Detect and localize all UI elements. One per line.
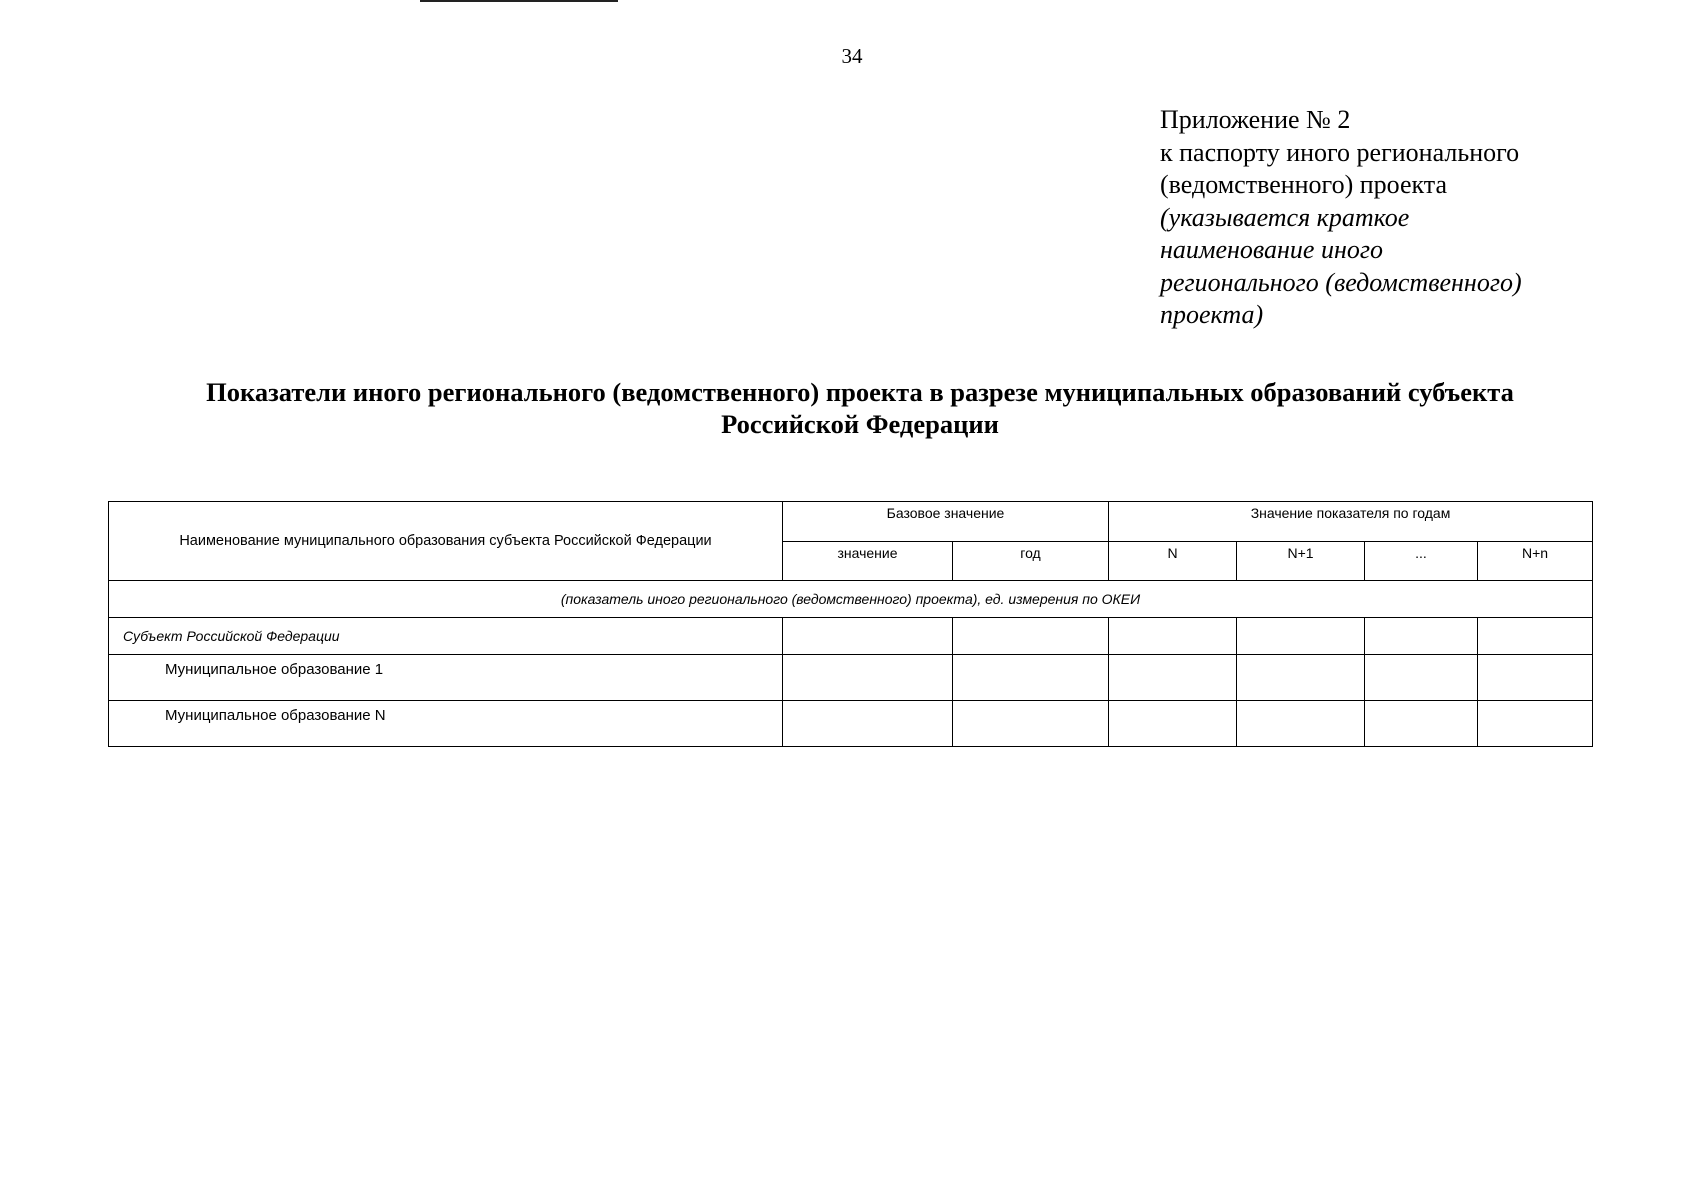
appendix-note-line-3: регионального (ведомственного)	[1160, 267, 1522, 297]
title-line-1: Показатели иного регионального (ведомственного) проекта в разрезе муниципальных образований субъекта	[206, 377, 1514, 407]
table-row	[109, 701, 1593, 747]
table-cell	[953, 618, 1109, 655]
table-cell	[1365, 618, 1478, 655]
table-cell	[1365, 701, 1478, 747]
indicators-table	[108, 501, 1593, 747]
appendix-line-1: Приложение № 2	[1160, 105, 1351, 134]
row-label: Муниципальное образование 1	[109, 655, 783, 701]
appendix-note-line-2: наименование иного	[1160, 235, 1384, 264]
top-edge-line	[420, 0, 618, 2]
header-year-n-plus-1: N+1	[1237, 542, 1365, 581]
page-number: 34	[841, 44, 863, 68]
table-cell	[1109, 655, 1237, 701]
table-cell	[783, 655, 953, 701]
header-year-ellipsis: ...	[1365, 542, 1478, 581]
table-cell	[783, 701, 953, 747]
table-cell	[953, 701, 1109, 747]
table-cell	[1109, 618, 1237, 655]
header-year: год	[953, 542, 1109, 581]
header-values-by-year: Значение показателя по годам	[1109, 502, 1593, 542]
document-title	[110, 376, 1610, 440]
header-municipality-name: Наименование муниципального образования субъекта Российской Федерации	[109, 502, 783, 581]
table-cell	[1109, 701, 1237, 747]
indicator-label: (показатель иного регионального (ведомственного) проекта), ед. измерения по ОКЕИ	[109, 581, 1593, 618]
appendix-note-line-4: проекта)	[1160, 300, 1264, 329]
table-cell	[953, 655, 1109, 701]
appendix-block	[1160, 104, 1600, 332]
table-cell	[1478, 701, 1593, 747]
row-label: Муниципальное образование N	[109, 701, 783, 747]
table-cell	[1478, 618, 1593, 655]
row-label: Субъект Российской Федерации	[109, 618, 783, 655]
appendix-line-3: (ведомственного) проекта	[1160, 170, 1448, 199]
table-row	[109, 618, 1593, 655]
header-year-n-plus-n: N+n	[1478, 542, 1593, 581]
header-value: значение	[783, 542, 953, 581]
table-cell	[1237, 655, 1365, 701]
appendix-note-line-1: (указывается краткое	[1160, 202, 1410, 232]
table-row	[109, 655, 1593, 701]
header-year-n: N	[1109, 542, 1237, 581]
table-cell	[1478, 655, 1593, 701]
table-cell	[1365, 655, 1478, 701]
title-line-2: Российской Федерации	[721, 409, 999, 439]
table-cell	[783, 618, 953, 655]
appendix-line-2: к паспорту иного регионального	[1160, 137, 1520, 167]
header-base-value: Базовое значение	[783, 502, 1109, 542]
table-cell	[1237, 701, 1365, 747]
table-cell	[1237, 618, 1365, 655]
indicator-row	[109, 581, 1593, 618]
header-row-1	[109, 502, 1593, 542]
